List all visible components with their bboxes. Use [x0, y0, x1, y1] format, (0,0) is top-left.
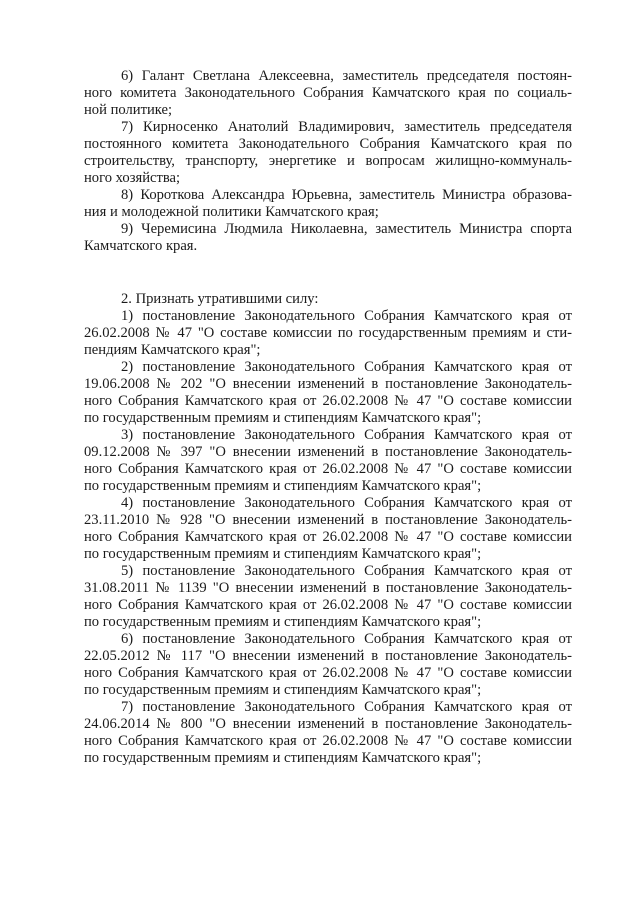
text-line: по государственным премиям и стипендиям Камчатского края"; [84, 614, 482, 630]
text-line: ного Собрания Камчатского края от 26.02.2008 № 47 "О составе комиссии [84, 665, 572, 681]
text-line: 9) Черемисина Людмила Николаевна, заместитель Министра спорта [121, 221, 572, 237]
text-line: строительству, транспорту, энергетике и вопросам жилищно-коммуналь- [84, 153, 572, 169]
commission-members-list [84, 68, 572, 255]
text-line: ной политике; [84, 102, 173, 118]
text-line: 22.05.2012 № 117 "О внесении изменений в постановление Законодатель- [84, 648, 572, 664]
text-line: 09.12.2008 № 397 "О внесении изменений в постановление Законодатель- [84, 444, 572, 460]
text-line: 2) постановление Законодательного Собрания Камчатского края от [121, 359, 572, 375]
text-line: по государственным премиям и стипендиям Камчатского края"; [84, 410, 482, 426]
text-line: Камчатского края. [84, 238, 198, 254]
text-line: пендиям Камчатского края"; [84, 342, 261, 358]
text-line: по государственным премиям и стипендиям Камчатского края"; [84, 750, 482, 766]
text-line: 19.06.2008 № 202 "О внесении изменений в постановление Законодатель- [84, 376, 572, 392]
text-line: 26.02.2008 № 47 "О составе комиссии по государственным премиям и сти- [84, 325, 572, 341]
text-line: 31.08.2011 № 1139 "О внесении изменений в постановление Законодатель- [84, 580, 572, 596]
text-line: по государственным премиям и стипендиям Камчатского края"; [84, 478, 482, 494]
text-line: ного Собрания Камчатского края от 26.02.2008 № 47 "О составе комиссии [84, 461, 572, 477]
text-line: ного Собрания Камчатского края от 26.02.2008 № 47 "О составе комиссии [84, 393, 572, 409]
text-line: ного Собрания Камчатского края от 26.02.2008 № 47 "О составе комиссии [84, 733, 572, 749]
text-line: ного Собрания Камчатского края от 26.02.2008 № 47 "О составе комиссии [84, 529, 572, 545]
text-line: ного Собрания Камчатского края от 26.02.2008 № 47 "О составе комиссии [84, 597, 572, 613]
text-line: ния и молодежной политики Камчатского края; [84, 204, 379, 220]
text-line: постоянного комитета Законодательного Собрания Камчатского края по [84, 136, 572, 152]
text-line: ного хозяйства; [84, 170, 181, 186]
text-line: 3) постановление Законодательного Собрания Камчатского края от [121, 427, 572, 443]
text-line: 2. Признать утратившими силу: [121, 291, 319, 307]
text-line: 8) Короткова Александра Юрьевна, заместитель Министра образова- [121, 187, 572, 203]
text-line: 24.06.2014 № 800 "О внесении изменений в постановление Законодатель- [84, 716, 572, 732]
text-line: 5) постановление Законодательного Собрания Камчатского края от [121, 563, 572, 579]
repealed-acts-list [84, 291, 572, 767]
text-line: 7) постановление Законодательного Собрания Камчатского края от [121, 699, 572, 715]
text-line: 6) постановление Законодательного Собрания Камчатского края от [121, 631, 572, 647]
text-line: 23.11.2010 № 928 "О внесении изменений в постановление Законодатель- [84, 512, 572, 528]
text-line: 7) Кирносенко Анатолий Владимирович, заместитель председателя [121, 119, 572, 135]
text-line: 1) постановление Законодательного Собрания Камчатского края от [121, 308, 572, 324]
text-line: 4) постановление Законодательного Собрания Камчатского края от [121, 495, 572, 511]
text-line: 6) Галант Светлана Алексеевна, заместитель председателя постоян- [121, 68, 572, 84]
text-line: по государственным премиям и стипендиям Камчатского края"; [84, 682, 482, 698]
text-line: по государственным премиям и стипендиям Камчатского края"; [84, 546, 482, 562]
text-line: ного комитета Законодательного Собрания Камчатского края по социаль- [84, 85, 572, 101]
